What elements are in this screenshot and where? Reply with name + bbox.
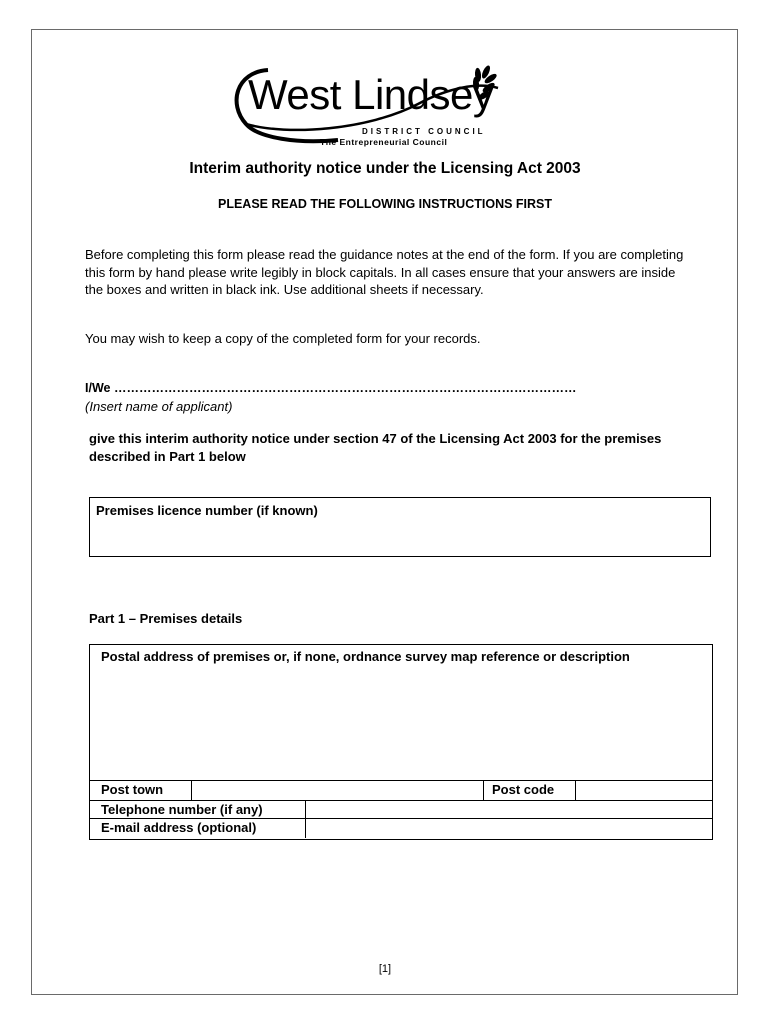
divider	[575, 781, 576, 801]
divider	[191, 781, 192, 801]
email-input[interactable]	[307, 819, 709, 836]
logo-tagline: The Entrepreneurial Council	[320, 137, 448, 147]
post-town-input[interactable]	[193, 781, 481, 800]
notice-statement: give this interim authority notice under section 47 of the Licensing Act 2003 for the premises described in Part 1 below	[89, 431, 662, 464]
telephone-row	[90, 800, 712, 819]
applicant-name-hint: (Insert name of applicant)	[85, 399, 233, 414]
council-logo	[228, 64, 528, 154]
email-row	[90, 818, 712, 838]
telephone-input[interactable]	[307, 801, 709, 818]
post-code-input[interactable]	[577, 781, 709, 800]
licence-number-field[interactable]	[89, 497, 711, 557]
instructions-heading: PLEASE READ THE FOLLOWING INSTRUCTIONS FIRST	[217, 197, 553, 211]
applicant-name-line[interactable]: I/We …………………………………………………………………………………………………	[85, 381, 577, 395]
logo-name: West Lindsey	[248, 71, 494, 118]
post-town-row	[90, 780, 712, 801]
part1-heading: Part 1 – Premises details	[89, 611, 243, 626]
page-number: [1]	[378, 963, 392, 975]
divider	[483, 781, 484, 801]
email-label: E-mail address (optional)	[101, 820, 257, 835]
instructions-paragraph: Before completing this form please read the guidance notes at the end of the form. If you are completing this form by hand please write legibly in block capitals. In all cases ensure that your answers are inside the boxes and written in black ink. Use additional sheets if necessary.	[85, 247, 684, 297]
records-paragraph: You may wish to keep a copy of the completed form for your records.	[85, 331, 481, 346]
divider	[305, 801, 306, 819]
divider	[305, 819, 306, 838]
licence-number-label: Premises licence number (if known)	[96, 503, 318, 518]
postal-address-label: Postal address of premises or, if none, ordnance survey map reference or description	[101, 649, 630, 664]
form-title: Interim authority notice under the Licensing Act 2003	[189, 160, 581, 177]
telephone-label: Telephone number (if any)	[101, 802, 263, 817]
logo-subtitle: DISTRICT COUNCIL	[362, 127, 486, 136]
post-code-label: Post code	[492, 782, 555, 797]
premises-details-table	[89, 644, 713, 840]
post-town-label: Post town	[101, 782, 164, 797]
